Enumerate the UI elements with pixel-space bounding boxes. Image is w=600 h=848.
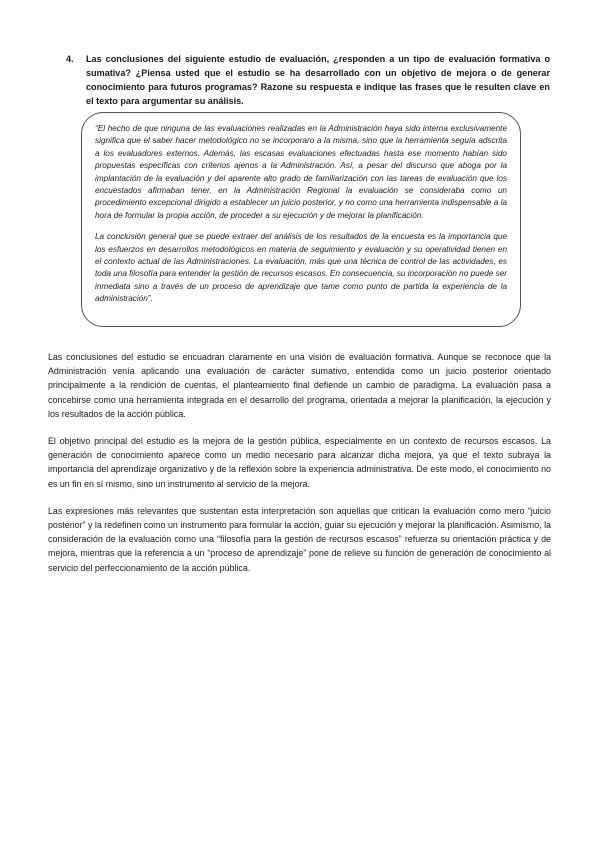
question-block — [66, 52, 550, 108]
question-text: Las conclusiones del siguiente estudio de evaluación, ¿responden a un tipo de evaluación formativa o sumativa? ¿Piensa usted que el estudio se ha desarrollado con un objetivo de mejora o de generar conocimiento para futuros programas? Razone su respuesta e indique las frases que le resulten clave en el texto para argumentar su análisis. — [86, 54, 550, 106]
answer-paragraph: Las conclusiones del estudio se encuadran claramente en una visión de evaluación formativa. Aunque se reconoce que la Administración venía aplicando una evaluación de carácter sumativo, entendida como un juicio posterior orientado principalmente a la rendición de cuentas, el planteamiento final defiende un cambio de paradigma. La evaluación pasa a concebirse como una herramienta integrada en el desarrollo del programa, orientada a mejorar la planificación, la ejecución y los resultados de la acción pública. — [48, 352, 551, 419]
answer-section — [48, 350, 551, 588]
question-number: 4. — [66, 54, 74, 64]
answer-paragraph: Las expresiones más relevantes que sustentan esta interpretación son aquellas que critican la evaluación como mero “juicio posterior” y la redefinen como un instrumento para formular la acción, guiar su ejecución y mejorar la planificación. Asimismo, la consideración de la evaluación como una “filosofía para la gestión de recursos escasos” refuerza su orientación práctica y de mejora, mientras que la referencia a un “proceso de aprendizaje” pone de relieve su función de generación de conocimiento al servicio del perfeccionamiento de la acción pública. — [48, 505, 551, 573]
quote-paragraph: “El hecho de que ninguna de las evaluaciones realizadas en la Administración haya sido interna exclusivamente significa que el saber hacer metodológico no se incorporaro a la misma, sino que la herramienta seguía adscrita a los evaluadores externos. Además, las escasas evaluaciones efectuadas hasta ese momento habían sido propuestas específicas con criterios ajenos a la Administración. Así, a pesar del discurso que aboga por la implantación de la evaluación y del aparente alto grado de familiarización con las tareas de evaluación que los encuestados afirmaban tener, en la Administración Regional la evaluación se consideraba como un procedimiento excepcional dirigido a establecer un juicio posterior, y no como una herramienta indispensable a la hora de formular la propia acción, de proceder a su ejecución y de mejorar la planificación. — [95, 124, 507, 220]
answer-paragraph: El objetivo principal del estudio es la mejora de la gestión pública, especialmente en un contexto de recursos escasos. La generación de conocimiento aparece como un medio necesario para alcanzar dicha mejora, ya que el texto subraya la importancia del aprendizaje organizativo y de la reflexión sobre la experiencia administrativa. De este modo, el conocimiento no es un fin en sí mismo, sino un instrumento al servicio de la mejora. — [48, 436, 551, 489]
quote-paragraph: La conclusión general que se puede extraer del análisis de los resultados de la encuesta es la importancia que los esfuerzos en desarrollos metodológicos en materia de seguimiento y evaluación y su operatividad tienen en el contexto actual de las Administraciones. La evaluación, más que una técnica de control de las actividades, es toda una filosofía para entender la gestión de recursos escasos. En consecuencia, su incorporación no puede ser inmediata sino a través de un proceso de aprendizaje que tame como punto de partida la experiencia de la administración”. — [95, 232, 507, 304]
quoted-study-box — [81, 112, 521, 327]
